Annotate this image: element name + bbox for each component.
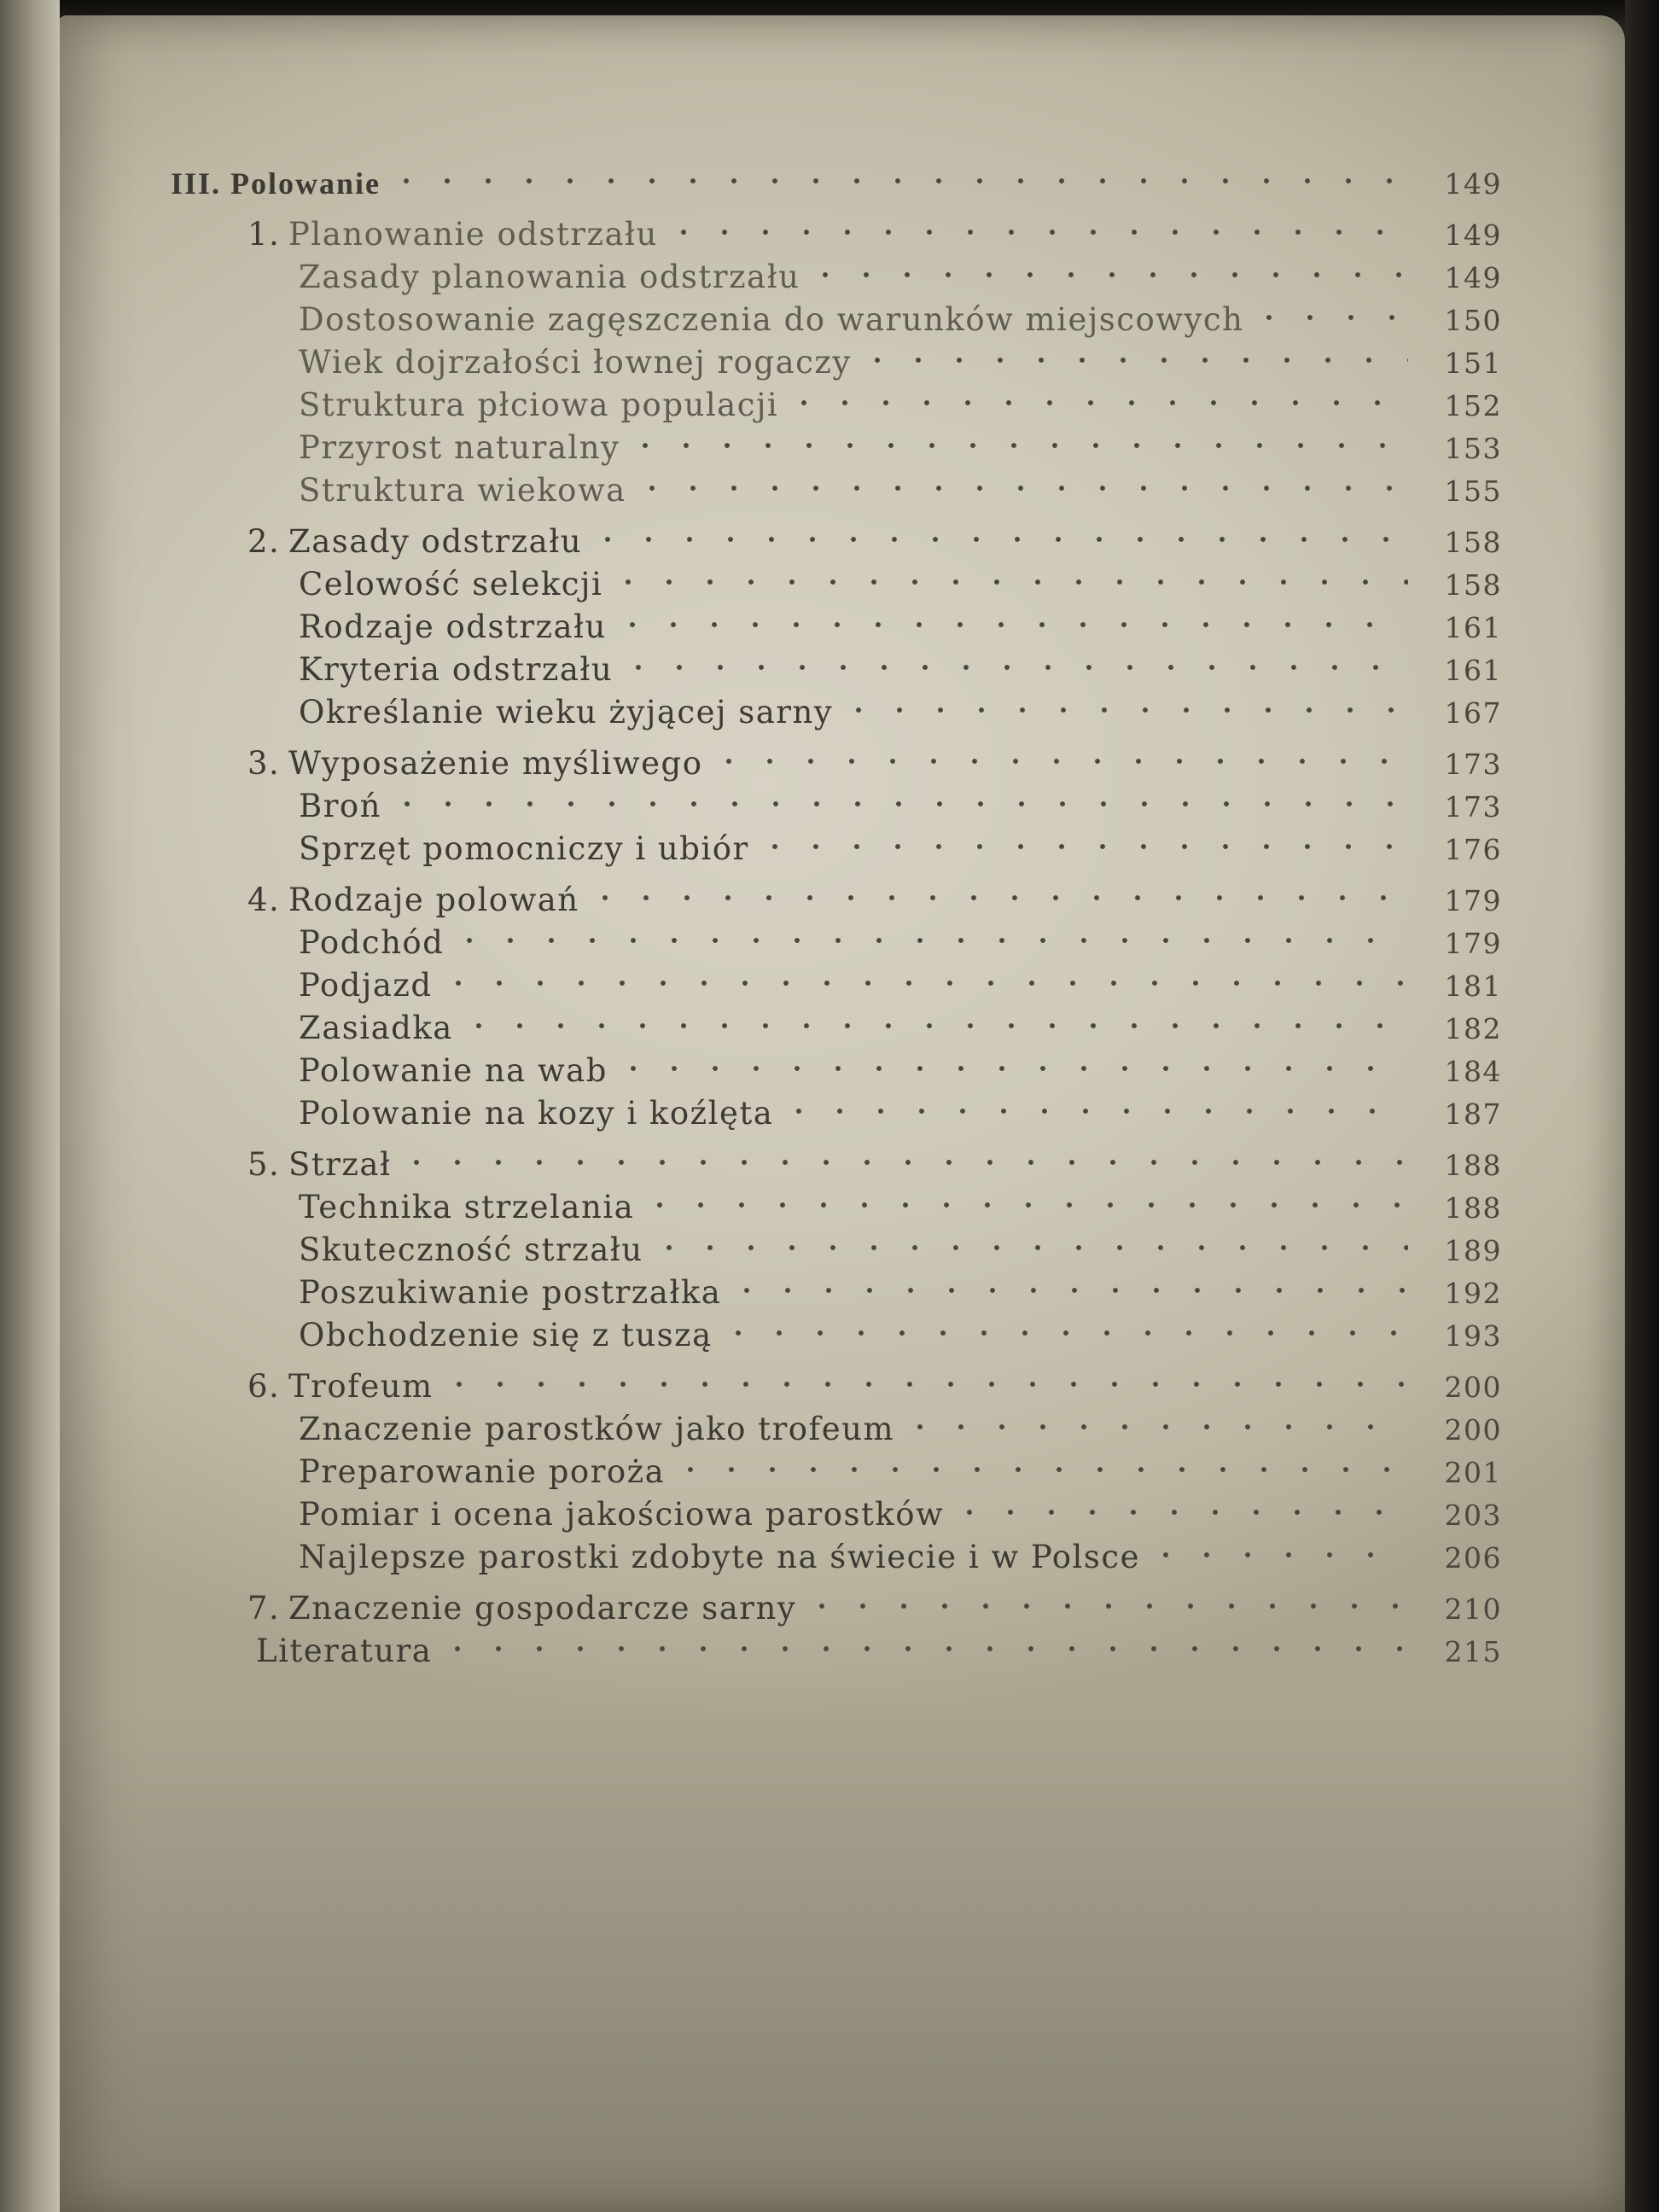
page-number: 210 [1444,1592,1502,1626]
subsection-row [171,785,1502,828]
subsection-row [171,1186,1502,1229]
page-number: 161 [1444,611,1502,644]
subsection-row [171,964,1502,1007]
subsection-title: Celowość selekcji [299,566,603,602]
subsection-title: Sprzęt pomocniczy i ubiór [299,830,749,867]
dot-leader [708,748,1408,774]
subsection-row [171,427,1502,469]
subsection-title: Podjazd [299,967,433,1004]
page-number: 158 [1444,568,1502,602]
subsection-row [171,1092,1502,1135]
section-number: 5. [247,1146,281,1183]
page-number: 192 [1444,1277,1502,1310]
subsection-title: Technika strzelania [299,1189,635,1225]
dot-leader [949,1499,1408,1525]
page-number: 215 [1444,1635,1502,1668]
subsection-title: Preparowanie poroża [299,1453,666,1490]
subsection-row [171,1536,1502,1579]
dot-leader [587,527,1408,552]
subsection-row [171,469,1502,512]
subsection-title: Struktura płciowa populacji [299,387,779,423]
subsection-title: Znaczenie parostków jako trofeum [299,1411,895,1447]
section-number: 6. [247,1368,281,1405]
subsection-title: Poszukiwanie postrzałka [299,1274,722,1311]
dot-leader [857,347,1408,373]
subsection-title: Obchodzenie się z tuszą [299,1317,713,1353]
dot-leader [439,1371,1408,1397]
subsection-row [171,606,1502,649]
subsection-row [171,341,1502,384]
dot-leader [649,1235,1408,1260]
subsection-row [171,828,1502,870]
subsection-title: Wiek dojrzałości łownej rogaczy [299,344,852,381]
section-number: 4. [247,882,281,918]
section-number: 2. [247,523,281,560]
subsection-title: Broń [299,788,381,824]
subsection-title: Zasiadka [299,1010,453,1046]
subsection-title: Przyrost naturalny [299,429,620,466]
dot-leader [783,390,1408,416]
page-number: 167 [1444,696,1502,730]
section-title: Trofeum [288,1368,434,1405]
section-row [171,1587,1502,1630]
subsection-row [171,1007,1502,1050]
subsection-title: Dostosowanie zagęszczenia do warunków miejscowych [299,301,1244,338]
page-number: 206 [1444,1541,1502,1575]
section-row [171,1144,1502,1186]
subsection-row [171,1050,1502,1092]
subsection-row [171,563,1502,606]
page-number: 193 [1444,1319,1502,1353]
page-number: 153 [1444,432,1502,465]
subsection-title: Polowanie na kozy i koźlęta [299,1095,774,1132]
literature-row [171,1630,1502,1673]
dot-leader [663,219,1408,245]
page-number: 200 [1444,1371,1502,1404]
page-number: 181 [1444,969,1502,1003]
dot-leader [754,834,1408,859]
subsection-row [171,1314,1502,1357]
section-row [171,1365,1502,1408]
section-number: 3. [247,745,281,782]
subsection-row [171,256,1502,299]
dot-leader [718,1320,1408,1346]
page-number: 173 [1444,748,1502,781]
dot-leader [612,612,1408,637]
page-number: 203 [1444,1499,1502,1532]
subsection-title: Pomiar i ocena jakościowa parostków [299,1496,945,1533]
page-number: 149 [1444,261,1502,294]
dot-leader [670,1457,1408,1482]
dot-leader [639,1192,1408,1218]
dot-leader [838,697,1408,723]
subsection-row [171,1408,1502,1451]
dot-leader [438,970,1408,996]
dot-leader [613,1056,1408,1081]
section-number: 1. [247,216,281,253]
page-number: 179 [1444,884,1502,917]
dot-leader [805,262,1408,288]
dot-leader [801,1593,1408,1619]
section-title: Planowanie odstrzału [288,216,658,253]
subsection-title: Podchód [299,924,445,961]
subsection-title: Struktura wiekowa [299,472,626,509]
page-number: 152 [1444,389,1502,422]
chapter-page: 149 [1444,167,1502,201]
toc-sections [171,213,1502,1673]
section-row [171,521,1502,563]
chapter-row [171,162,1502,205]
page-number: 179 [1444,927,1502,960]
page-number: 158 [1444,526,1502,559]
dot-leader [387,791,1408,817]
subsection-title: Kryteria odstrzału [299,651,614,688]
dot-leader [625,433,1408,458]
table-of-contents [171,162,1502,1673]
subsection-title: Skuteczność strzału [299,1231,643,1268]
dot-leader [726,1278,1408,1303]
section-title: Znaczenie gospodarcze sarny [288,1590,797,1627]
section-row [171,742,1502,785]
page-number: 149 [1444,218,1502,252]
dot-leader [458,1013,1408,1039]
page-number: 187 [1444,1097,1502,1131]
dot-leader [778,1098,1408,1124]
dot-leader [899,1414,1408,1440]
section-row [171,879,1502,922]
subsection-title: Najlepsze parostki zdobyte na świecie i w Polsce [299,1539,1140,1575]
dot-leader [396,1150,1408,1175]
subsection-title: Rodzaje odstrzału [299,608,607,645]
subsection-row [171,1272,1502,1314]
dot-leader [1249,305,1408,330]
section-title: Strzał [288,1146,392,1183]
subsection-row [171,649,1502,691]
subsection-row [171,691,1502,734]
section-row [171,213,1502,256]
page-number: 173 [1444,790,1502,824]
subsection-row [171,1493,1502,1536]
book-spine [0,0,60,2212]
dot-leader [585,885,1408,911]
dot-leader [608,569,1408,595]
page-number: 161 [1444,654,1502,687]
subsection-title: Zasady planowania odstrzału [299,259,800,295]
dot-leader [632,475,1408,501]
page-number: 184 [1444,1055,1502,1088]
page-number: 182 [1444,1012,1502,1045]
dot-leader [1145,1542,1408,1568]
subsection-title: Określanie wieku żyjącej sarny [299,694,834,731]
right-background [1625,0,1659,2212]
literature-title: Literatura [256,1633,433,1669]
dot-leader [437,1636,1408,1662]
section-title: Rodzaje polowań [288,882,579,918]
dot-leader [449,928,1408,953]
dot-leader [618,655,1408,680]
page-number: 150 [1444,304,1502,337]
section-title: Zasady odstrzału [288,523,583,560]
page-number: 201 [1444,1456,1502,1489]
subsection-row [171,1451,1502,1493]
subsection-row [171,922,1502,964]
page-number: 200 [1444,1413,1502,1447]
section-title: Wyposażenie myśliwego [288,745,703,782]
page-number: 155 [1444,474,1502,508]
subsection-row [171,299,1502,341]
page-number: 188 [1444,1191,1502,1225]
dot-leader [386,168,1408,194]
subsection-row [171,384,1502,427]
page-number: 151 [1444,346,1502,380]
section-number: 7. [247,1590,281,1627]
chapter-title: III. Polowanie [171,166,381,201]
subsection-row [171,1229,1502,1272]
page-number: 176 [1444,833,1502,866]
page-number: 188 [1444,1149,1502,1182]
subsection-title: Polowanie na wab [299,1052,608,1089]
page-number: 189 [1444,1234,1502,1267]
